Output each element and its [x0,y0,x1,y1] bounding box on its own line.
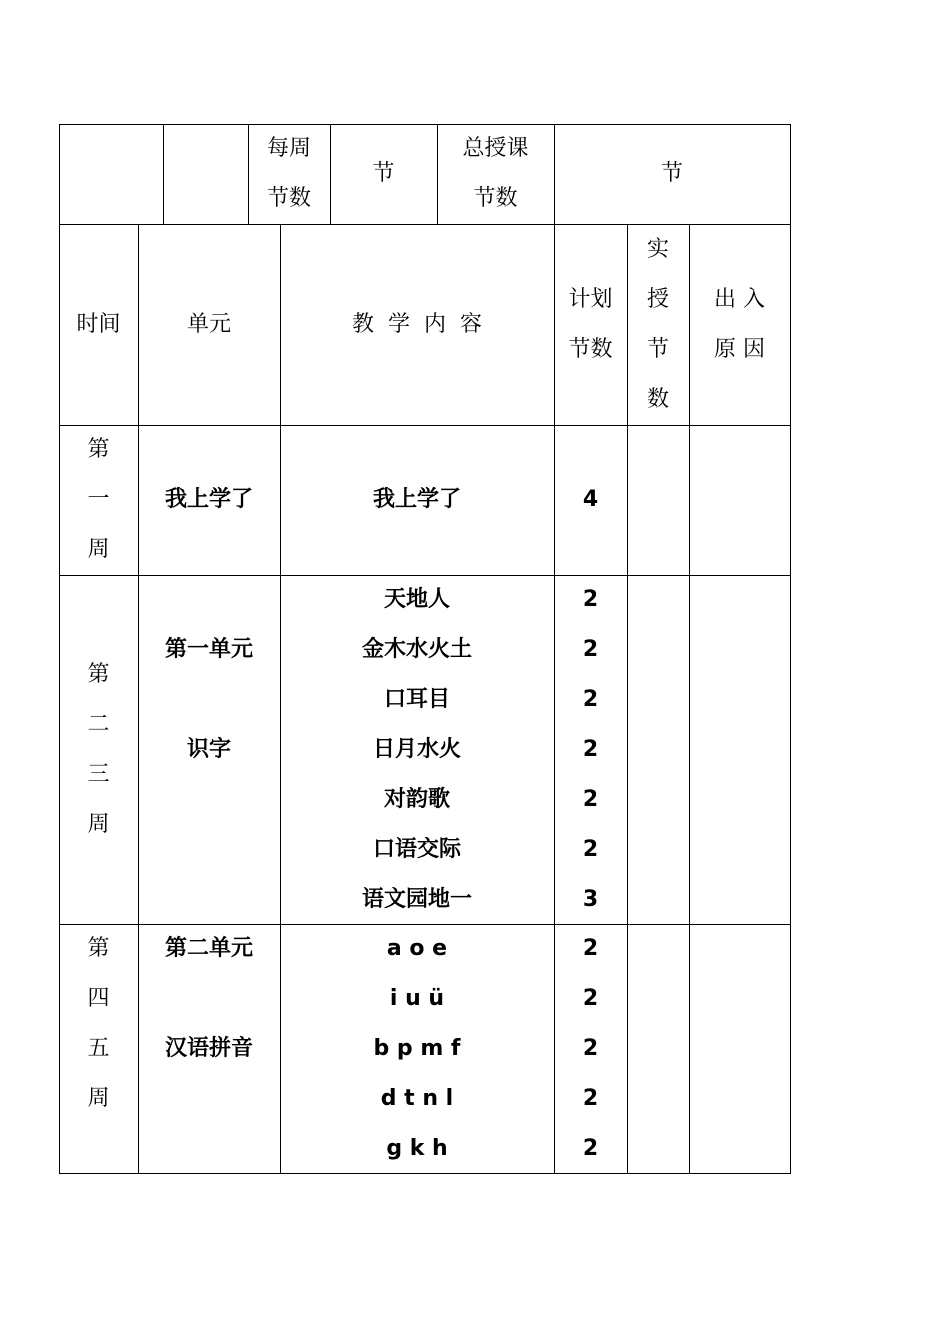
lesson-title: 日月水火 [372,736,461,762]
lesson-title: 口耳目 [383,686,450,712]
row-1-planned: 4 [582,487,599,512]
total-lessons-unit: 节 [660,161,683,186]
row-3-lessons [280,924,554,1173]
header-time: 时间 [76,311,121,337]
rule [163,124,164,224]
row-2-unit: 第一单元 识字 [164,636,253,762]
row-1-unit: 我上学了 [164,487,253,512]
lesson-planned: 2 [582,1035,599,1061]
lesson-title: a o e [386,935,448,961]
row-1-lesson: 我上学了 [372,487,461,512]
header-actual: 实 授 节 数 [646,236,669,412]
lesson-planned: 2 [582,736,599,762]
lesson-planned: 2 [582,985,599,1011]
lesson-title: i u ü [389,985,445,1011]
lesson-title: 金木水火土 [361,636,472,662]
weekly-lessons-unit: 节 [372,161,395,186]
total-lessons-label: 总授课 节数 [462,136,529,211]
lesson-title: d t n l [380,1085,454,1111]
row-3-unit: 第二单元 汉语拼音 [164,936,253,1061]
lesson-title: b p m f [373,1035,461,1061]
row-2-planned [554,575,627,924]
row-1-time: 第 一 周 [87,437,110,562]
lesson-planned: 2 [582,935,599,961]
lesson-planned: 2 [582,686,599,712]
weekly-lessons-label: 每周 节数 [266,136,311,211]
lesson-title: 对韵歌 [383,786,450,812]
lesson-planned: 2 [582,586,599,612]
row-3-planned [554,924,627,1173]
lesson-planned: 2 [582,1135,599,1161]
lesson-title: 天地人 [383,586,450,612]
lesson-title: g k h [386,1135,448,1161]
header-reason: 出 入 原 因 [714,286,765,362]
lesson-planned: 2 [582,836,599,862]
rule [790,124,791,1174]
lesson-planned: 2 [582,786,599,812]
row-2-lessons [280,575,554,924]
lesson-planned: 2 [582,1085,599,1111]
lesson-planned: 2 [582,636,599,662]
row-3-time: 第 四 五 周 [87,936,110,1111]
header-content: 教 学 内 容 [352,311,482,337]
row-2-time: 第 二 三 周 [87,661,110,837]
lesson-planned: 3 [582,886,599,912]
header-planned: 计划 节数 [568,286,613,362]
header-unit: 单元 [186,311,231,337]
lesson-title: 语文园地一 [361,886,472,912]
lesson-title: 口语交际 [372,836,461,862]
